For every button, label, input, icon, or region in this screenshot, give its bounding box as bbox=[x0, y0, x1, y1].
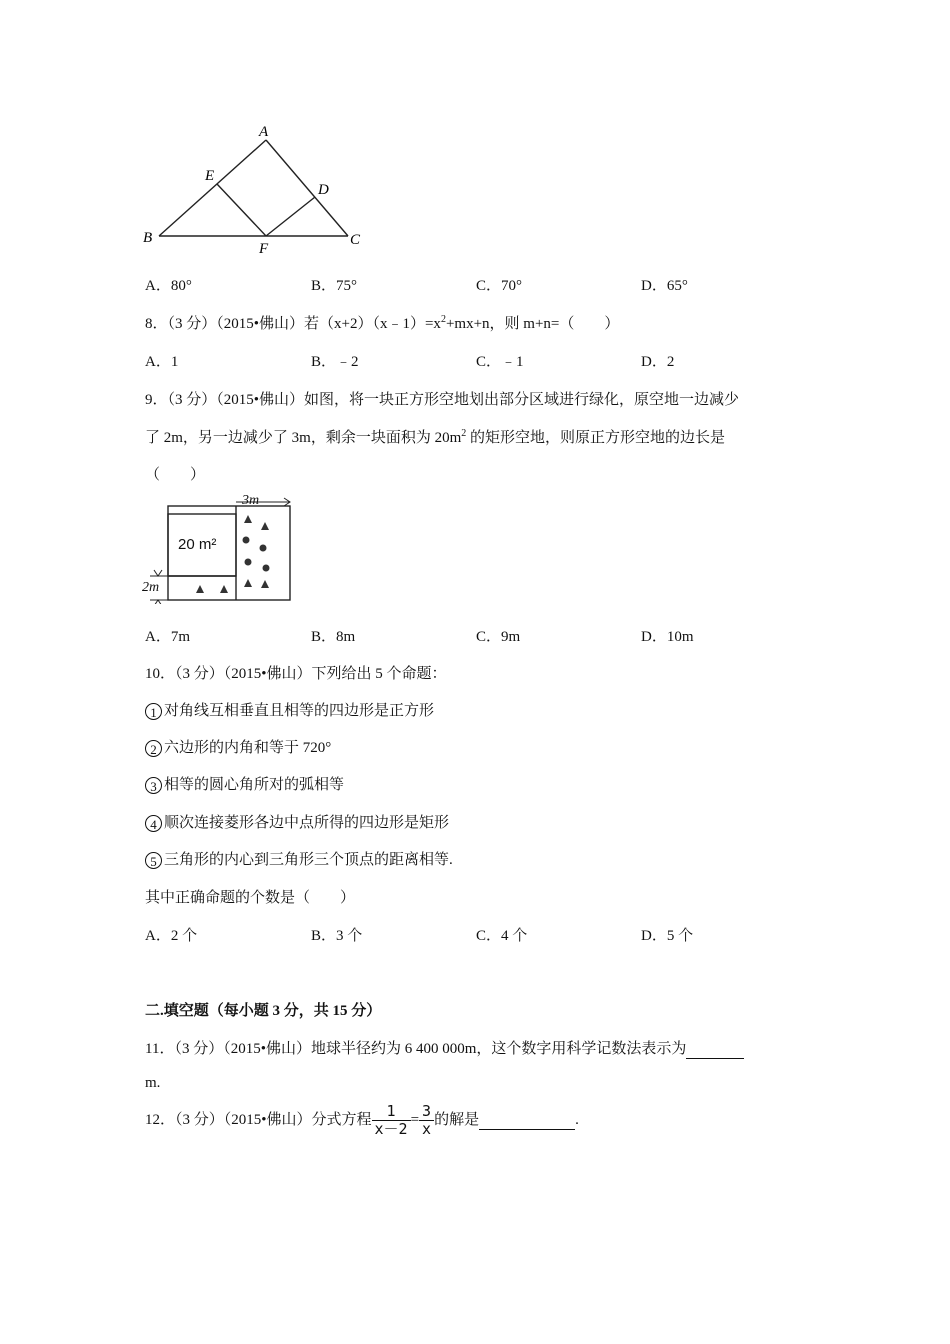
q10-item bbox=[145, 699, 434, 720]
q10-item bbox=[145, 773, 344, 794]
plant-icon bbox=[261, 522, 269, 530]
label-a: A bbox=[259, 124, 269, 140]
fraction-1-denominator: x－2 bbox=[372, 1120, 411, 1138]
q7-option-a: A．80° bbox=[145, 278, 192, 294]
q11-line2: m. bbox=[145, 1075, 161, 1091]
q10-question: 其中正确命题的个数是（ ） bbox=[145, 890, 356, 906]
fraction-2-denominator: x bbox=[419, 1120, 434, 1138]
q9-line2-b: 的矩形空地，则原正方形空地的边长是 bbox=[466, 430, 726, 446]
q8-prefix: 8．（3 分）（2015•佛山）若（x+2）（x﹣1）=x bbox=[145, 316, 441, 332]
left-arrow-up bbox=[154, 600, 162, 604]
q10-item-text: 六边形的内角和等于 720° bbox=[164, 740, 332, 756]
label-c: C bbox=[350, 232, 361, 248]
q10-item-text: 顺次连接菱形各边中点所得的四边形是矩形 bbox=[164, 815, 450, 831]
q12-stem bbox=[145, 1103, 579, 1138]
circled-number: 2 bbox=[145, 740, 162, 757]
q12-prefix: 12．（3 分）（2015•佛山）分式方程 bbox=[145, 1111, 372, 1128]
label-d: D bbox=[318, 182, 329, 198]
q9-line2 bbox=[145, 426, 725, 447]
equals-sign: = bbox=[410, 1111, 420, 1128]
original-square bbox=[168, 506, 290, 600]
q8-option-c: C．﹣1 bbox=[476, 354, 524, 370]
plant-icon bbox=[261, 580, 269, 588]
flower-icon bbox=[263, 565, 270, 572]
q7-option-d: D．65° bbox=[641, 278, 688, 294]
flower-icon bbox=[243, 537, 250, 544]
q12-answer-blank[interactable] bbox=[479, 1112, 575, 1130]
q9-option-d: D．10m bbox=[641, 629, 694, 645]
area-label: 20 m² bbox=[178, 536, 217, 553]
left-label: 2m bbox=[142, 580, 160, 595]
segment-ab bbox=[159, 140, 266, 236]
q8-option-a: A．1 bbox=[145, 354, 179, 370]
plant-markers bbox=[196, 515, 270, 593]
q11-answer-blank[interactable] bbox=[686, 1041, 744, 1059]
q9-line2-a: 了 2m，另一边减少了 3m，剩余一块面积为 20m bbox=[145, 430, 462, 446]
circled-number: 1 bbox=[145, 703, 162, 720]
segment-fd bbox=[266, 197, 315, 236]
circled-number: 5 bbox=[145, 852, 162, 869]
flower-icon bbox=[245, 559, 252, 566]
label-e: E bbox=[205, 168, 215, 184]
q9-option-a: A．7m bbox=[145, 629, 191, 645]
q11-stem: 11．（3 分）（2015•佛山）地球半径约为 6 400 000m，这个数字用科学记数法表示为 bbox=[145, 1041, 687, 1057]
square-plot-figure bbox=[140, 492, 300, 604]
circled-number: 4 bbox=[145, 815, 162, 832]
q9-option-b: B．8m bbox=[311, 629, 356, 645]
q9-line1: 9．（3 分）（2015•佛山）如图，将一块正方形空地划出部分区域进行绿化，原空地一边减少 bbox=[145, 392, 740, 408]
fraction-2 bbox=[419, 1103, 434, 1138]
plant-icon bbox=[244, 579, 252, 587]
section-title: 二.填空题（每小题 3 分，共 15 分） bbox=[145, 1003, 382, 1019]
q10-option-c: C．4 个 bbox=[476, 928, 528, 944]
label-b: B bbox=[143, 230, 153, 246]
q8-suffix: +mx+n，则 m+n=（ ） bbox=[445, 316, 620, 332]
q8-exponent: 2 bbox=[440, 314, 446, 325]
q11-line1 bbox=[145, 1037, 744, 1059]
q10-item bbox=[145, 736, 331, 757]
plant-icon bbox=[196, 585, 204, 593]
q8-option-d: D．2 bbox=[641, 354, 675, 370]
fraction-1-numerator: 1 bbox=[386, 1102, 396, 1120]
q8-stem bbox=[145, 312, 619, 333]
fraction-1 bbox=[372, 1103, 411, 1138]
q9-exponent: 2 bbox=[461, 428, 467, 439]
segment-ac bbox=[266, 140, 348, 236]
segment-ef bbox=[217, 184, 266, 236]
q10-stem: 10．（3 分）（2015•佛山）下列给出 5 个命题： bbox=[145, 666, 447, 682]
q12-end: . bbox=[575, 1111, 579, 1128]
q10-option-d: D．5 个 bbox=[641, 928, 694, 944]
q10-option-b: B．3 个 bbox=[311, 928, 363, 944]
q10-item bbox=[145, 848, 453, 869]
triangle-figure bbox=[135, 118, 375, 263]
q10-item-text: 三角形的内心到三角形三个顶点的距离相等. bbox=[164, 852, 453, 868]
q10-item-text: 对角线互相垂直且相等的四边形是正方形 bbox=[164, 703, 435, 719]
plant-icon bbox=[244, 515, 252, 523]
q9-line3: （ ） bbox=[145, 467, 206, 483]
q9-option-c: C．9m bbox=[476, 629, 521, 645]
q7-option-b: B．75° bbox=[311, 278, 358, 294]
fraction-2-numerator: 3 bbox=[422, 1102, 432, 1120]
flower-icon bbox=[260, 545, 267, 552]
top-label: 3m bbox=[242, 493, 260, 508]
label-f: F bbox=[259, 241, 269, 257]
q12-suffix: 的解是 bbox=[434, 1111, 480, 1128]
left-arrow-down bbox=[154, 570, 162, 576]
q10-item bbox=[145, 811, 449, 832]
circled-number: 3 bbox=[145, 777, 162, 794]
q10-option-a: A．2 个 bbox=[145, 928, 198, 944]
q10-item-text: 相等的圆心角所对的弧相等 bbox=[164, 777, 345, 793]
plant-icon bbox=[220, 585, 228, 593]
q8-option-b: B．﹣2 bbox=[311, 354, 359, 370]
q7-option-c: C．70° bbox=[476, 278, 523, 294]
